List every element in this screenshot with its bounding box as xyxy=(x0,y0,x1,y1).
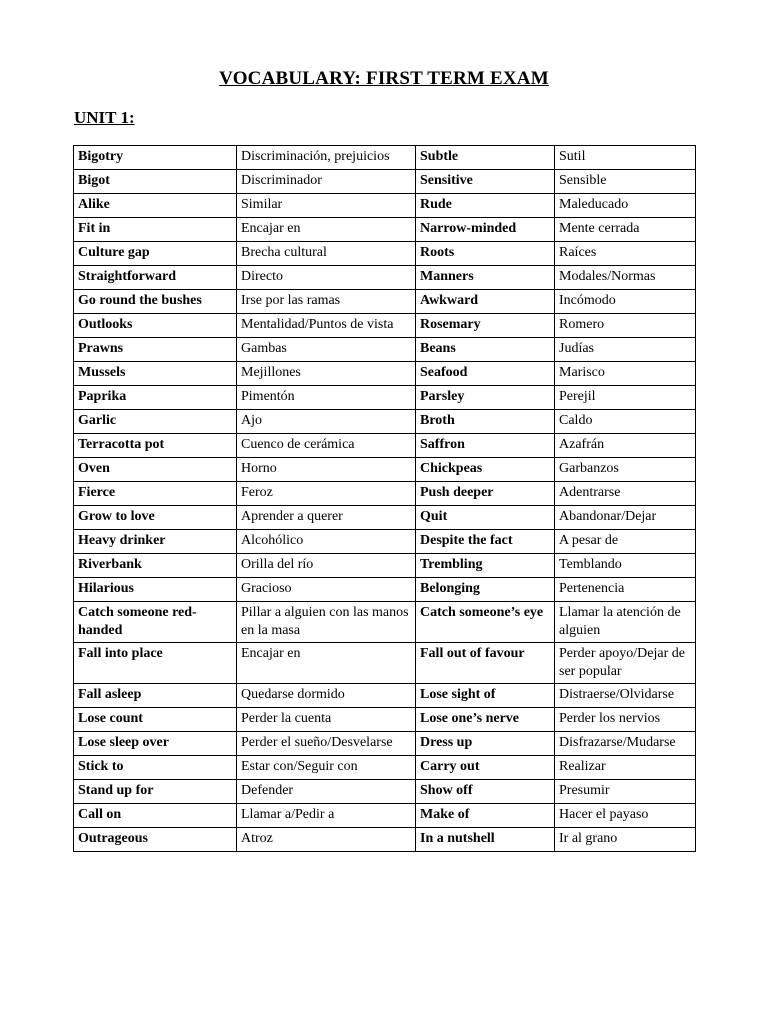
table-row xyxy=(74,338,696,362)
table-row xyxy=(74,386,696,410)
spanish-translation-cell: Adentrarse xyxy=(555,482,696,506)
table-row xyxy=(74,362,696,386)
english-term-cell: Alike xyxy=(74,194,237,218)
english-term-cell: Lose sleep over xyxy=(74,732,237,756)
english-term-cell: Dress up xyxy=(416,732,555,756)
spanish-translation-cell: Raíces xyxy=(555,242,696,266)
table-row xyxy=(74,804,696,828)
table-row xyxy=(74,756,696,780)
english-term-cell: Straightforward xyxy=(74,266,237,290)
english-term-cell: Carry out xyxy=(416,756,555,780)
english-term-cell: Roots xyxy=(416,242,555,266)
english-term-cell: Fall into place xyxy=(74,643,237,684)
table-row xyxy=(74,170,696,194)
unit-heading: UNIT 1: xyxy=(74,108,135,127)
english-term-cell: Heavy drinker xyxy=(74,530,237,554)
english-term-cell: Terracotta pot xyxy=(74,434,237,458)
english-term-cell: Narrow-minded xyxy=(416,218,555,242)
english-term-cell: Awkward xyxy=(416,290,555,314)
english-term-cell: Parsley xyxy=(416,386,555,410)
english-term-cell: Subtle xyxy=(416,146,555,170)
english-term-cell: Seafood xyxy=(416,362,555,386)
english-term-cell: Beans xyxy=(416,338,555,362)
table-row xyxy=(74,643,696,684)
english-term-cell: Trembling xyxy=(416,554,555,578)
english-term-cell: Saffron xyxy=(416,434,555,458)
spanish-translation-cell: Irse por las ramas xyxy=(237,290,416,314)
spanish-translation-cell: Pertenencia xyxy=(555,578,696,602)
english-term-cell: Bigot xyxy=(74,170,237,194)
english-term-cell: Push deeper xyxy=(416,482,555,506)
spanish-translation-cell: Similar xyxy=(237,194,416,218)
spanish-translation-cell: Modales/Normas xyxy=(555,266,696,290)
spanish-translation-cell: Mentalidad/Puntos de vista xyxy=(237,314,416,338)
english-term-cell: Rosemary xyxy=(416,314,555,338)
spanish-translation-cell: Perder los nervios xyxy=(555,708,696,732)
spanish-translation-cell: Ajo xyxy=(237,410,416,434)
spanish-translation-cell: Disfrazarse/Mudarse xyxy=(555,732,696,756)
english-term-cell: Quit xyxy=(416,506,555,530)
spanish-translation-cell: Pimentón xyxy=(237,386,416,410)
spanish-translation-cell: Alcohólico xyxy=(237,530,416,554)
english-term-cell: Stand up for xyxy=(74,780,237,804)
spanish-translation-cell: Mente cerrada xyxy=(555,218,696,242)
spanish-translation-cell: Marisco xyxy=(555,362,696,386)
english-term-cell: Hilarious xyxy=(74,578,237,602)
table-row xyxy=(74,266,696,290)
spanish-translation-cell: Aprender a querer xyxy=(237,506,416,530)
english-term-cell: Manners xyxy=(416,266,555,290)
english-term-cell: Sensitive xyxy=(416,170,555,194)
english-term-cell: Fall asleep xyxy=(74,684,237,708)
spanish-translation-cell: Atroz xyxy=(237,828,416,852)
english-term-cell: Catch someone red-handed xyxy=(74,602,237,643)
spanish-translation-cell: A pesar de xyxy=(555,530,696,554)
spanish-translation-cell: Abandonar/Dejar xyxy=(555,506,696,530)
spanish-translation-cell: Judías xyxy=(555,338,696,362)
spanish-translation-cell: Hacer el payaso xyxy=(555,804,696,828)
spanish-translation-cell: Orilla del río xyxy=(237,554,416,578)
table-row xyxy=(74,194,696,218)
spanish-translation-cell: Caldo xyxy=(555,410,696,434)
spanish-translation-cell: Sensible xyxy=(555,170,696,194)
spanish-translation-cell: Discriminación, prejuicios xyxy=(237,146,416,170)
english-term-cell: Despite the fact xyxy=(416,530,555,554)
spanish-translation-cell: Perder la cuenta xyxy=(237,708,416,732)
english-term-cell: Prawns xyxy=(74,338,237,362)
english-term-cell: Fit in xyxy=(74,218,237,242)
english-term-cell: Fierce xyxy=(74,482,237,506)
table-row xyxy=(74,506,696,530)
spanish-translation-cell: Encajar en xyxy=(237,218,416,242)
english-term-cell: Mussels xyxy=(74,362,237,386)
english-term-cell: Bigotry xyxy=(74,146,237,170)
table-row xyxy=(74,708,696,732)
table-row xyxy=(74,290,696,314)
table-row xyxy=(74,530,696,554)
spanish-translation-cell: Romero xyxy=(555,314,696,338)
english-term-cell: Culture gap xyxy=(74,242,237,266)
english-term-cell: Outlooks xyxy=(74,314,237,338)
spanish-translation-cell: Azafrán xyxy=(555,434,696,458)
english-term-cell: Call on xyxy=(74,804,237,828)
table-row xyxy=(74,602,696,643)
spanish-translation-cell: Directo xyxy=(237,266,416,290)
spanish-translation-cell: Defender xyxy=(237,780,416,804)
english-term-cell: Catch someone’s eye xyxy=(416,602,555,643)
english-term-cell: Oven xyxy=(74,458,237,482)
spanish-translation-cell: Feroz xyxy=(237,482,416,506)
table-row xyxy=(74,684,696,708)
spanish-translation-cell: Maleducado xyxy=(555,194,696,218)
spanish-translation-cell: Brecha cultural xyxy=(237,242,416,266)
table-row xyxy=(74,780,696,804)
english-term-cell: Riverbank xyxy=(74,554,237,578)
table-row xyxy=(74,218,696,242)
spanish-translation-cell: Encajar en xyxy=(237,643,416,684)
english-term-cell: In a nutshell xyxy=(416,828,555,852)
table-row xyxy=(74,554,696,578)
spanish-translation-cell: Perejil xyxy=(555,386,696,410)
spanish-translation-cell: Incómodo xyxy=(555,290,696,314)
english-term-cell: Outrageous xyxy=(74,828,237,852)
english-term-cell: Grow to love xyxy=(74,506,237,530)
spanish-translation-cell: Mejillones xyxy=(237,362,416,386)
table-row xyxy=(74,578,696,602)
spanish-translation-cell: Gambas xyxy=(237,338,416,362)
spanish-translation-cell: Ir al grano xyxy=(555,828,696,852)
table-row xyxy=(74,242,696,266)
english-term-cell: Garlic xyxy=(74,410,237,434)
spanish-translation-cell: Cuenco de cerámica xyxy=(237,434,416,458)
spanish-translation-cell: Realizar xyxy=(555,756,696,780)
english-term-cell: Show off xyxy=(416,780,555,804)
spanish-translation-cell: Temblando xyxy=(555,554,696,578)
spanish-translation-cell: Perder el sueño/Desvelarse xyxy=(237,732,416,756)
english-term-cell: Chickpeas xyxy=(416,458,555,482)
spanish-translation-cell: Perder apoyo/Dejar de ser popular xyxy=(555,643,696,684)
spanish-translation-cell: Distraerse/Olvidarse xyxy=(555,684,696,708)
english-term-cell: Fall out of favour xyxy=(416,643,555,684)
spanish-translation-cell: Pillar a alguien con las manos en la masa xyxy=(237,602,416,643)
spanish-translation-cell: Quedarse dormido xyxy=(237,684,416,708)
table-row xyxy=(74,410,696,434)
spanish-translation-cell: Garbanzos xyxy=(555,458,696,482)
english-term-cell: Go round the bushes xyxy=(74,290,237,314)
table-row xyxy=(74,828,696,852)
english-term-cell: Belonging xyxy=(416,578,555,602)
table-row xyxy=(74,434,696,458)
spanish-translation-cell: Estar con/Seguir con xyxy=(237,756,416,780)
english-term-cell: Broth xyxy=(416,410,555,434)
english-term-cell: Lose sight of xyxy=(416,684,555,708)
english-term-cell: Rude xyxy=(416,194,555,218)
english-term-cell: Stick to xyxy=(74,756,237,780)
spanish-translation-cell: Presumir xyxy=(555,780,696,804)
spanish-translation-cell: Sutil xyxy=(555,146,696,170)
spanish-translation-cell: Horno xyxy=(237,458,416,482)
table-row xyxy=(74,732,696,756)
english-term-cell: Paprika xyxy=(74,386,237,410)
table-row xyxy=(74,482,696,506)
page-title: VOCABULARY: FIRST TERM EXAM xyxy=(219,68,549,89)
english-term-cell: Lose one’s nerve xyxy=(416,708,555,732)
table-row xyxy=(74,458,696,482)
table-row xyxy=(74,146,696,170)
vocabulary-table-body xyxy=(74,146,696,852)
spanish-translation-cell: Gracioso xyxy=(237,578,416,602)
spanish-translation-cell: Discriminador xyxy=(237,170,416,194)
english-term-cell: Make of xyxy=(416,804,555,828)
spanish-translation-cell: Llamar la atención de alguien xyxy=(555,602,696,643)
vocabulary-table xyxy=(73,145,696,852)
table-row xyxy=(74,314,696,338)
english-term-cell: Lose count xyxy=(74,708,237,732)
spanish-translation-cell: Llamar a/Pedir a xyxy=(237,804,416,828)
